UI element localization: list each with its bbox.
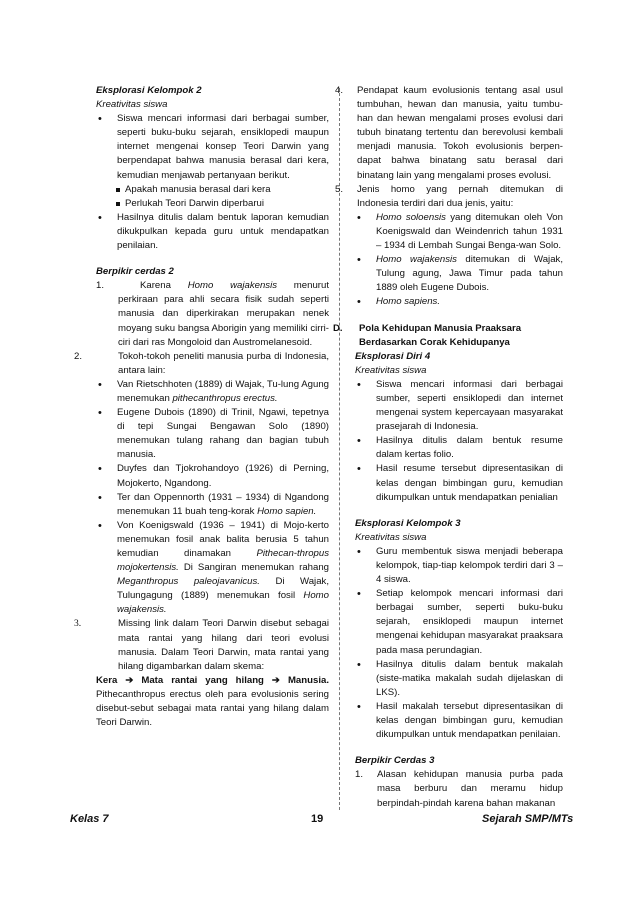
researcher-item: • Ter dan Oppennorth (1931 – 1934) di Ngandong menemukan 11 buah teng-korak Homo sapien. [96, 491, 329, 519]
square-bullet-item: Perlukah Teori Darwin diperbarui [96, 197, 329, 211]
numbered-item: 5. Jenis homo yang pernah ditemukan di Indonesia terdiri dari dua jenis, yaitu: [335, 183, 563, 209]
square-bullet-item: Apakah manusia berasal dari kera [96, 183, 329, 197]
left-column [74, 84, 329, 730]
homo-item: • Homo soloensis yang ditemukan oleh Von Koenigswald dan Weindenrich tahun 1931 – 1934 di Lembah Sungai Benga-wan Solo. [355, 211, 563, 253]
arrow-right-icon: ➔ [271, 674, 280, 686]
subheading-kreativitas: Kreativitas siswa [355, 531, 427, 543]
researcher-item: • Van Rietschhoten (1889) di Wajak, Tu-lung Agung menemukan pithecanthropus erectus. [96, 378, 329, 406]
bullet-item: • Guru membentuk siswa menjadi beberapa kelompok, tiap-tiap kelompok terdiri dari 3 – 4 siswa. [355, 545, 563, 587]
page-number: 19 [311, 813, 324, 825]
subheading-kreativitas: Kreativitas siswa [96, 99, 168, 111]
numbered-item: 3. Missing link dalam Teori Darwin disebut sebagai mata rantai yang hilang dari teori evolusi manusia. Dalam Teori Darwin, mata rantai yang hilang digambarkan dalam skema: [74, 618, 329, 672]
bullet-item: • Hasil resume tersebut dipresentasikan di kelas dengan bimbingan guru, kemudian dikumpulkan untuk mendapatkan penialian [355, 462, 563, 504]
bullet-item: • Siswa mencari informasi dari berbagai sumber, seperti buku-buku sejarah, ensiklopedi maupun internet mengenai konsep Teori Darwin yang berpendapat bahwa manusia berasal dari kera, kemudian menjawab pertanyaan berikut. [96, 112, 329, 182]
heading-berpikir-cerdas-2: Berpikir cerdas 2 [96, 266, 174, 278]
subheading-kreativitas: Kreativitas siswa [355, 364, 427, 376]
heading-eksplorasi-kelompok-3: Eksplorasi Kelompok 3 [355, 517, 461, 529]
numbered-item: 1. Karena Homo wajakensis menurut perkiraan para ahli secara fisik sudah seperti manusia dan diperkirakan merupakan nenek moyang suku bangsa Aborigin yang memiliki cirri-ciri dari ras Mongoloid dan Austromelanesoid. [96, 280, 329, 348]
section-d-heading: D. Pola Kehidupan Manusia Praaksara Berdasarkan Corak Kehidupanya [333, 322, 522, 348]
homo-item: • Homo wajakensis ditemukan di Wajak, Tulung agung, Jawa Timur pada tahun 1889 oleh Eugene Dubois. [355, 253, 563, 295]
numbered-item: 4. Pendapat kaum evolusionis tentang asal usul tumbuhan, hewan dan manusia, yaitu tumbu-han dan hewan mengalami proses evolusi dari tubuh binatang tertentu dan berevolusi kembali menjadi manusia. Tokoh evolusionis berpen-dapat bahwa binatang satu berasal dari binatang lain yang mengalami proses evolusi. [335, 85, 563, 181]
bullet-item: • Hasilnya ditulis dalam bentuk resume dalam kertas folio. [355, 434, 563, 462]
numbered-item: 2. Tokoh-tokoh peneliti manusia purba di Indonesia, antara lain: [74, 350, 329, 376]
footer-class-label: Kelas 7 [70, 813, 109, 825]
footer-subject-label: Sejarah SMP/MTs [482, 813, 574, 825]
bullet-item: • Setiap kelompok mencari informasi dari berbagai sumber, seperti buku-buku sejarah, ensiklopedi maupun internet mengenai kehidupan masyarakat praaksara pada masa perundagian. [355, 587, 563, 657]
missing-link-schema: Kera ➔ Mata rantai yang hilang ➔ Manusia. Pithecanthropus erectus oleh para evolusionis sering disebut-sebut sebagai mata rantai yang hilang dalam Teori Darwin. [96, 674, 329, 729]
bullet-item: • Hasilnya ditulis dalam bentuk laporan kemudian dikukpulkan kepada guru untuk mendapatkan penilaian. [96, 211, 329, 253]
heading-eksplorasi-kelompok-2: Eksplorasi Kelompok 2 [96, 85, 202, 96]
numbered-item: 1. Alasan kehidupan manusia purba pada masa berburu dan meramu hidup berpindah-pindah karena bahan makanan [355, 769, 563, 809]
arrow-right-icon: ➔ [125, 674, 134, 686]
right-column [333, 84, 563, 811]
heading-eksplorasi-diri-4: Eksplorasi Diri 4 [355, 350, 431, 362]
researcher-item: • Von Koenigswald (1936 – 1941) di Mojo-kerto menemukan fosil anak balita berusia 5 tahun kemudian dinamakan Pithecan-thropus mojokertensis. Di Sangiran menemukan rahang Meganthropus paleojavanicus. Di Wajak, Tulungagung (1889) menemukan fosil Homo wajakensis. [96, 519, 329, 618]
researcher-item: • Eugene Dubois (1890) di Trinil, Ngawi, tepetnya di tepi Sungai Bengawan Solo (1890) menemukan tulang rahang dan bagian tubuh manusia. [96, 406, 329, 462]
heading-berpikir-cerdas-3: Berpikir Cerdas 3 [355, 755, 435, 767]
bullet-item: • Siswa mencari informasi dari berbagai sumber, seperti ensiklopedi dan internet mengenai system kepercayaan masyarakat prasejarah di Indonesia. [355, 378, 563, 434]
homo-item: • Homo sapiens. [355, 295, 563, 309]
bullet-item: • Hasil makalah tersebut dipresentasikan di kelas dengan bimbingan guru, kemudian dikumpulkan untuk mendapatkan penilaian. [355, 700, 563, 742]
researcher-item: • Duyfes dan Tjokrohandoyo (1926) di Perning, Mojokerto, Ngandong. [96, 462, 329, 490]
bullet-item: • Hasilnya ditulis dalam bentuk makalah (siste-matika makalah sudah dijelaskan di LKS). [355, 658, 563, 700]
